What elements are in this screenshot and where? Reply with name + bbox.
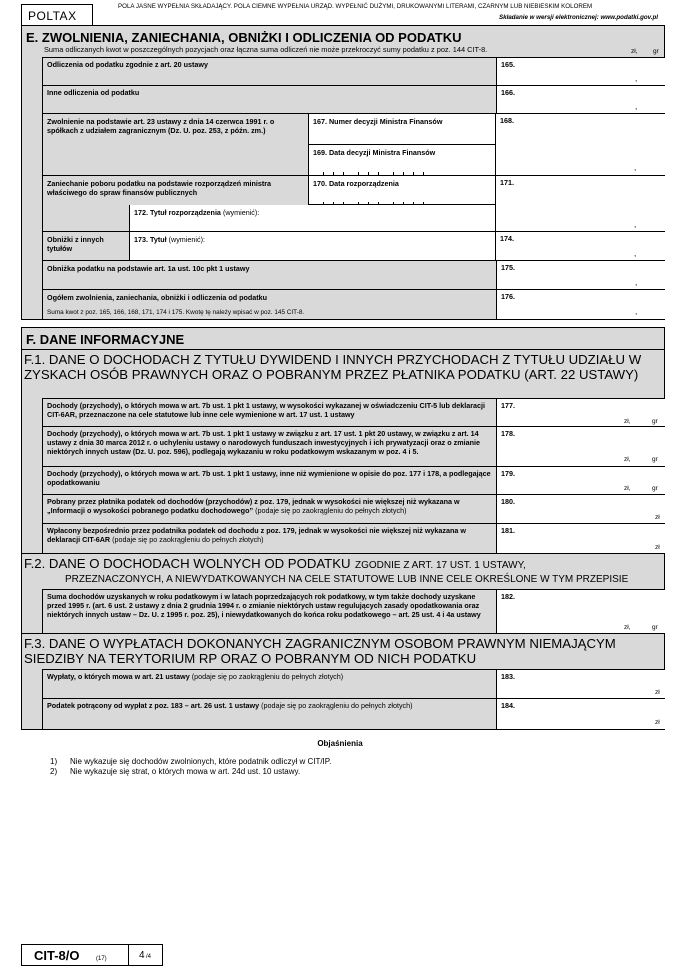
field-168-comma: , <box>634 163 637 172</box>
row-183-label: Wypłaty, o których mowa w art. 21 ustawy (podaje się po zaokrągleniu do pełnych złotych) <box>47 672 344 681</box>
section-f <box>21 327 665 350</box>
field-182-gr: gr <box>652 624 658 631</box>
unit-zl: zł, <box>631 48 638 55</box>
note-1-number: 1) <box>50 757 58 766</box>
field-183-number: 183. <box>501 672 515 681</box>
field-184[interactable] <box>496 699 665 730</box>
section-f3-title: F.3. DANE O WYPŁATACH DOKONANYCH ZAGRANICZNYM OSOBOM PRAWNYM NIEMAJĄCYM SIEDZIBY NA TERYTORIUM RP ORAZ O POBRANYM OD NICH PODATKU <box>24 636 616 666</box>
field-175[interactable] <box>496 261 665 290</box>
row-166-label: Inne odliczenia od podatku <box>47 88 140 97</box>
field-179[interactable] <box>496 467 665 495</box>
field-172-label: 172. Tytuł rozporządzenia (wymienić): <box>134 208 260 217</box>
row-184-label: Podatek potrącony od wypłat z poz. 183 – art. 26 ust. 1 ustawy (podaje się po zaokrągleniu do pełnych złotych) <box>47 701 413 710</box>
row-179-label: Dochody (przychody), o których mowa w art. 7b ust. 1 pkt 1 ustawy, inne niż wymienione w opisie do poz. 177 i 178, a podlegające opodatkowaniu <box>47 469 491 487</box>
field-184-number: 184. <box>501 701 515 710</box>
field-182-zl: zł, <box>624 624 631 631</box>
field-176-comma: , <box>635 307 638 316</box>
field-180-zl: zł <box>655 514 660 521</box>
field-165-number: 165. <box>501 60 515 69</box>
row-168-label: Zwolnienie na podstawie art. 23 ustawy z dnia 14 czerwca 1991 r. o spółkach z udziałem zagranicznym (Dz. U. poz. 253, z późn. zm.) <box>47 117 275 135</box>
field-170-label: 170. Data rozporządzenia <box>313 179 399 188</box>
field-179-zl: zł, <box>624 485 631 492</box>
section-f2-subtitle: PRZEZNACZONYCH, A NIEWYDATKOWANYCH NA CELE STATUTOWE LUB INNE CELE OKREŚLONE W TYM PRZEPISIE <box>65 574 629 585</box>
field-178-zl: zł, <box>624 456 631 463</box>
footer-form-version: (17) <box>96 956 107 962</box>
field-175-number: 175. <box>501 263 515 272</box>
field-181[interactable] <box>496 524 665 554</box>
field-181-number: 181. <box>501 526 515 535</box>
notes-title: Objaśnienia <box>317 739 363 748</box>
row-181-label: Wpłacony bezpośrednio przez podatnika podatek od dochodu z poz. 179, jednak w wysokości nie większej niż wykazana w deklaracji CIT-6AR (podaje się po zaokrągleniu do pełnych złotych) <box>47 526 466 544</box>
row-175-label: Obniżka podatku na podstawie art. 1a ust. 10c pkt 1 ustawy <box>47 264 250 273</box>
footer-page-box <box>129 944 163 966</box>
field-179-number: 179. <box>501 469 515 478</box>
footer-form-name: CIT-8/O <box>34 948 80 963</box>
field-171-number: 171. <box>500 178 514 187</box>
section-e-subtitle: Suma odliczanych kwot w poszczególnych pozycjach oraz łączna suma odliczeń nie może przekroczyć sumy podatku z poz. 144 CIT-8. <box>44 45 488 54</box>
field-176-number: 176. <box>501 292 515 301</box>
field-180-number: 180. <box>501 497 515 506</box>
footer-form-box <box>21 944 129 966</box>
field-177-zl: zł, <box>624 418 631 425</box>
field-173[interactable] <box>129 232 496 261</box>
field-176[interactable] <box>496 290 665 320</box>
row-176-label: Ogółem zwolnienia, zaniechania, obniżki i odliczenia od podatku <box>47 293 268 302</box>
field-172[interactable] <box>129 205 496 232</box>
field-181-zl: zł <box>655 544 660 551</box>
section-f2-title: F.2. DANE O DOCHODACH WOLNYCH OD PODATKU ZGODNIE Z ART. 17 UST. 1 USTAWY, <box>24 556 526 571</box>
row-176-note: Suma kwot z poz. 165, 166, 168, 171, 174 i 175. Kwotę tę należy wpisać w poz. 145 CIT-8. <box>47 309 305 316</box>
header-electronic: Składanie w wersji elektronicznej: www.podatki.gov.pl <box>499 14 658 21</box>
row-180-label: Pobrany przez płatnika podatek od dochodów (przychodów) z poz. 179, jednak w wysokości nie większej niż wykazana w „Informacji o wysokości pobranego podatku dochodowego” (podaje się po zaokrągleniu do pełnych złotych) <box>47 497 460 515</box>
field-166-comma: , <box>635 102 638 111</box>
note-2: Nie wykazuje się strat, o których mowa w art. 24d ust. 10 ustawy. <box>70 767 301 776</box>
field-183-zl: zł <box>655 689 660 696</box>
field-170[interactable] <box>308 176 496 205</box>
field-178-number: 178. <box>501 429 515 438</box>
field-169-label: 169. Data decyzji Ministra Finansów <box>313 148 436 157</box>
field-177-gr: gr <box>652 418 658 425</box>
footer-pages: /4 <box>146 954 152 960</box>
brand-name: POLTAX <box>28 9 77 23</box>
note-1: Nie wykazuje się dochodów zwolnionych, które podatnik odliczył w CIT/IP. <box>70 757 332 766</box>
field-182-number: 182. <box>501 592 515 601</box>
field-167-label: 167. Numer decyzji Ministra Finansów <box>313 117 443 126</box>
field-177[interactable] <box>496 398 665 427</box>
note-2-number: 2) <box>50 767 58 776</box>
field-174[interactable] <box>496 232 665 261</box>
row-174-label: Obniżki z innych tytułów <box>47 235 104 253</box>
field-184-zl: zł <box>655 719 660 726</box>
field-174-comma: , <box>634 249 637 258</box>
field-178-gr: gr <box>652 456 658 463</box>
footer-page: 4 <box>139 950 145 961</box>
field-168[interactable] <box>496 114 665 176</box>
field-166[interactable] <box>496 86 665 114</box>
field-168-number: 168. <box>500 116 514 125</box>
field-180[interactable] <box>496 495 665 524</box>
field-183[interactable] <box>496 669 665 699</box>
field-169[interactable] <box>308 145 496 176</box>
field-166-number: 166. <box>501 88 515 97</box>
row-171-label: Zaniechanie poboru podatku na podstawie rozporządzeń ministra właściwego do spraw finansów publicznych <box>47 179 272 197</box>
field-175-comma: , <box>635 278 638 287</box>
row-165-label: Odliczenia od podatku zgodnie z art. 20 ustawy <box>47 60 208 69</box>
section-e-title: E. ZWOLNIENIA, ZANIECHANIA, OBNIŻKI I ODLICZENIA OD PODATKU <box>26 30 462 45</box>
field-171[interactable] <box>496 176 665 232</box>
row-178-label: Dochody (przychody), o których mowa w art. 7b ust. 1 pkt 1 ustawy w związku z art. 17 ust. 1 pkt 20 ustawy, w związku z art. 14 ustawy z dnia 30 marca 2012 r. o uchyleniu ustawy o narodowych funduszach inwestycyjnych i ich prywatyzacji oraz o zmianie niektórych innych ustaw (Dz. U. poz. 596), podlegają wykazaniu w roku podatkowym wskazanym w poz. 4 i 5. <box>47 429 480 456</box>
field-178[interactable] <box>496 427 665 467</box>
field-171-comma: , <box>634 220 637 229</box>
brand-box <box>21 4 93 26</box>
section-f-title: F. DANE INFORMACYJNE <box>26 332 185 347</box>
field-165-comma: , <box>635 74 638 83</box>
field-165[interactable] <box>496 57 665 86</box>
section-f1-title: F.1. DANE O DOCHODACH Z TYTUŁU DYWIDEND I INNYCH PRZYCHODACH Z TYTUŁU UDZIAŁU W ZYSKACH OSÓB PRAWNYCH ORAZ O POBRANYM PRZEZ PŁATNIKA PODATKU (ART. 22 USTAWY) <box>24 352 642 382</box>
row-177-label: Dochody (przychody), o których mowa w art. 7b ust. 1 pkt 1 ustawy, w wysokości wykazanej w oświadczeniu CIT-5 lub deklaracji CIT-6AR, przeznaczone na cele statutowe lub inne cele wymienione w art. 17 ust. 1 ustawy <box>47 401 486 419</box>
field-167[interactable] <box>308 114 496 145</box>
unit-gr: gr <box>653 48 659 55</box>
header-instructions: POLA JASNE WYPEŁNIA SKŁADAJĄCY. POLA CIEMNE WYPEŁNIA URZĄD. WYPEŁNIĆ DUŻYMI, DRUKOWANYMI LITERAMI, CZARNYM LUB NIEBIESKIM KOLOREM <box>118 3 593 10</box>
field-174-number: 174. <box>500 234 514 243</box>
field-173-label: 173. Tytuł (wymienić): <box>134 235 205 244</box>
field-182[interactable] <box>496 589 665 634</box>
row-182-label: Suma dochodów uzyskanych w roku podatkowym i w latach poprzedzających rok podatkowy, w tym także dochody uzyskane przed 1995 r. (art. 6 ust. 2 ustawy z dnia 2 grudnia 1994 r. o zmianie niektórych ustaw regulujących zasady opodatkowania oraz niektórych innych ustaw – Dz. U. z 1995 r. poz. 25), i niewydatkowanych do końca roku podatkowego – art. 25 ust. 4 i 4a ustawy <box>47 592 481 619</box>
field-179-gr: gr <box>652 485 658 492</box>
field-177-number: 177. <box>501 401 515 410</box>
